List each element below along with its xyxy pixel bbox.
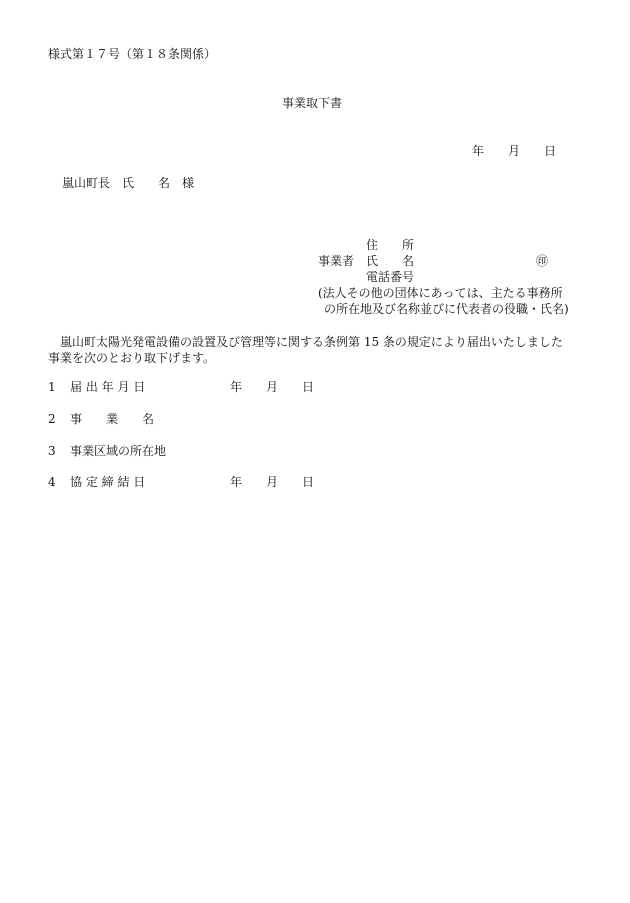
sender-block bbox=[318, 239, 588, 319]
item-number: 4 bbox=[48, 475, 56, 489]
item-value: 年 月 日 bbox=[230, 475, 315, 489]
item-label: 事業区域の所在地 bbox=[70, 444, 167, 458]
body-line-1: 嵐山町太陽光発電設備の設置及び管理等に関する条例第 15 条の規定により届出いたしました bbox=[60, 335, 563, 349]
item-number: 2 bbox=[48, 412, 56, 426]
document-title: 事業取下書 bbox=[282, 96, 343, 110]
body-paragraph bbox=[48, 334, 578, 366]
sender-address-label: 住 所 bbox=[366, 238, 415, 252]
sender-name-label: 氏 名 bbox=[366, 254, 415, 268]
sender-note-line-1: (法人その他の団体にあっては、主たる事務所 bbox=[318, 286, 563, 300]
sender-note-line-2: の所在地及び名称並びに代表者の役職・氏名) bbox=[324, 302, 569, 316]
item-value: 年 月 日 bbox=[230, 380, 315, 394]
list-item bbox=[48, 476, 448, 490]
list-item bbox=[48, 445, 448, 459]
submission-date: 年 月 日 bbox=[472, 144, 557, 158]
form-number: 様式第１７号（第１８条関係） bbox=[48, 47, 217, 61]
sender-phone-label: 電話番号 bbox=[366, 270, 415, 284]
item-number: 3 bbox=[48, 444, 56, 458]
seal-mark: ㊞ bbox=[536, 254, 549, 268]
item-label: 協 定 締 結 日 bbox=[70, 475, 146, 489]
body-line-2: 事業を次のとおり取下げます。 bbox=[48, 351, 216, 365]
list-item bbox=[48, 413, 448, 427]
sender-role-label: 事業者 bbox=[318, 254, 355, 268]
item-label: 事 業 名 bbox=[70, 412, 155, 426]
item-label: 届 出 年 月 日 bbox=[70, 380, 146, 394]
list-item bbox=[48, 381, 448, 395]
item-number: 1 bbox=[48, 380, 56, 394]
addressee: 嵐山町長 氏 名 様 bbox=[62, 176, 195, 190]
